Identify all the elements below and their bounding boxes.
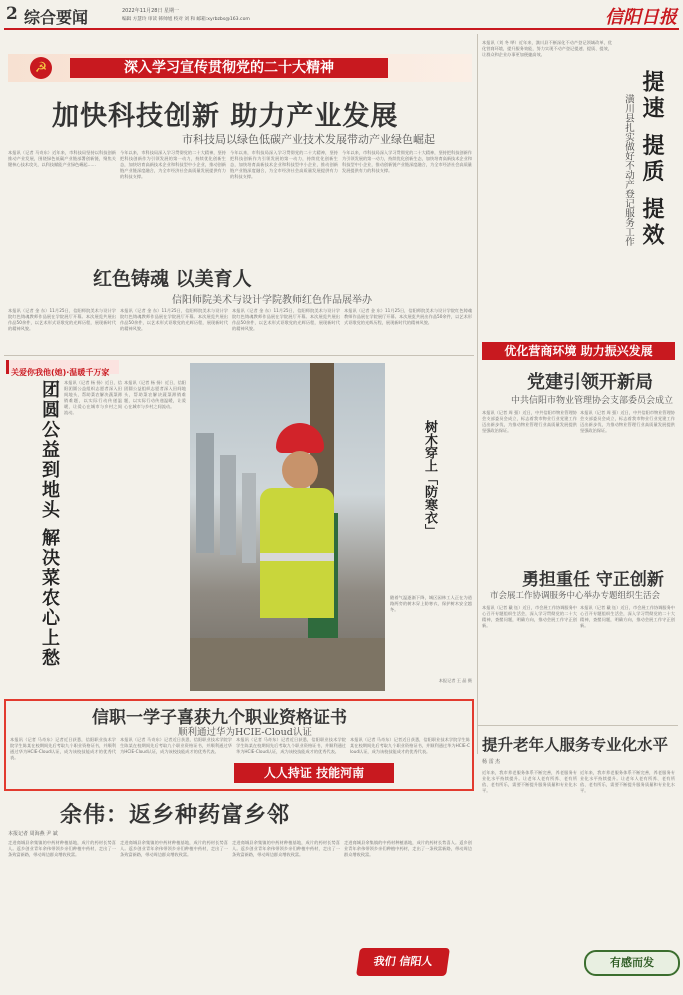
feature-col-3: 本报讯（记者 马奇东）记者近日获悉，信阳职业技术学院学生陈某在校期间先后考取九个职业资格证书，并顺利通过华为HCIE-Cloud认证，成为该校技能成才的优秀代表。 bbox=[236, 737, 346, 755]
header-rule bbox=[4, 28, 679, 30]
party-emblem-icon: ☭ bbox=[30, 57, 52, 79]
art-col-3: 本报讯（记者 金 东）11月25日，信阳师院美术与设计学院红色铸魂教师作品展在学院展厅开幕。本次展览共展出作品50余件，以艺术形式讴歌党的光辉历程，展现新时代的精神风貌。 bbox=[232, 308, 340, 332]
section-divider bbox=[4, 355, 474, 356]
elderly-col-1: 近年来，我市养老服务体系不断完善，养老服务专业化水平持续提升。让老年人老有所养、老有所依、老有所乐，需要不断提升服务质量和专业化水平。 bbox=[482, 770, 577, 794]
section-title: 综合要闻 bbox=[24, 8, 89, 27]
county-vertical-subtitle: 潢川县扎实做好不动产登记服务工作 bbox=[623, 94, 634, 246]
party-col-1: 本报讯（记者 周 强）近日，中共信阳市物业管理协会支部委员会成立，标志着我市物业行业党建工作迈出新步伐，为推动物业管理行业高质量发展提供坚强政治保证。 bbox=[482, 410, 577, 434]
party-col-2: 本报讯（记者 周 强）近日，中共信阳市物业管理协会支部委员会成立，标志着我市物业行业党建工作迈出新步伐，为推动物业管理行业高质量发展提供坚强政治保证。 bbox=[580, 410, 675, 434]
caring-tag-label: 关爱你我他(她)·温暖千万家 bbox=[11, 368, 110, 377]
page-number: 2 bbox=[6, 4, 18, 24]
elderly-col-2: 近年来，我市养老服务体系不断完善，养老服务专业化水平持续提升。让老年人老有所养、老有所依、老有所乐，需要不断提升服务质量和专业化水平。 bbox=[580, 770, 675, 794]
editor-line: 编辑 方慧玲 审读 韩帅旭 校对 刘 和 邮箱:xyrbzbs@163.com bbox=[122, 17, 250, 22]
logo-feelings bbox=[584, 950, 680, 976]
party-headline: 党建引领开新局 bbox=[527, 372, 653, 393]
skills-badge: 人人持证 技能河南 bbox=[234, 763, 394, 783]
theme-banner bbox=[8, 54, 472, 82]
county-vertical-title: 提速 提质 提效 bbox=[639, 70, 665, 250]
section-divider bbox=[478, 725, 678, 726]
building-3 bbox=[242, 473, 256, 563]
art-col-1: 本报讯（记者 金 东）11月25日，信阳师院美术与设计学院红色铸魂教师作品展在学院展厅开幕。本次展览共展出作品50余件，以艺术形式讴歌党的光辉历程，展现新时代的精神风貌。 bbox=[8, 308, 116, 332]
courage-subhead: 市会展工作协调服务中心举办专题组织生活会 bbox=[490, 591, 661, 601]
elderly-headline: 提升老年人服务专业化水平 bbox=[482, 735, 669, 754]
courage-col-2: 本报讯（记者 戴 钰）近日，市会展工作协调服务中心召开专题组织生活会，深入学习贯彻党的二十大精神，查摆问题，明确方向，推动会展工作守正创新。 bbox=[580, 605, 675, 629]
business-bar: 优化营商环境 助力振兴发展 bbox=[482, 342, 675, 360]
yu-headline: 余伟：返乡种药富乡邻 bbox=[60, 802, 291, 828]
tech-headline: 加快科技创新 助力产业发展 bbox=[52, 101, 399, 132]
courage-col-1: 本报讯（记者 戴 钰）近日，市会展工作协调服务中心召开专题组织生活会，深入学习贯彻党的二十大精神，查摆问题，明确方向，推动会展工作守正创新。 bbox=[482, 605, 577, 629]
yu-col-1: 走进商城县余集镇的中药材种植基地，成片的药材长势喜人。返乡创业青年余伟带领乡亲们种植中药材，走出了一条致富新路，带动周边群众增收致富。 bbox=[8, 840, 116, 858]
photo-caption: 随着气温逐渐下降，城区园林工人正在为道路两旁的树木穿上防寒衣，保护树木安全越冬。 bbox=[390, 595, 472, 613]
tech-col-1: 本报讯（记者 马奇东）近年来，市科技局坚持以科技创新推动产业发展，围绕绿色低碳产业链部署创新链，聚焦关键核心技术攻关，以科技赋能产业绿色崛起…… bbox=[8, 150, 116, 168]
logo-our-xinyang bbox=[356, 948, 450, 976]
date-line: 2022年11月28日 星期一 bbox=[122, 8, 180, 14]
feature-subhead: 顺利通过华为HCIE-Cloud认证 bbox=[178, 727, 312, 738]
worker-head bbox=[282, 451, 318, 489]
feature-col-1: 本报讯（记者 马奇东）记者近日获悉，信阳职业技术学院学生陈某在校期间先后考取九个职业资格证书，并顺利通过华为HCIE-Cloud认证，成为该校技能成才的优秀代表。 bbox=[10, 737, 116, 761]
feature-box[interactable] bbox=[4, 699, 474, 791]
column-divider bbox=[477, 34, 478, 754]
county-col-1: 本报讯（刘 冬 哗）近年来，潢川县不断深化不动产登记领域改革，优化营商环境，提升服务效能，努力实现不动产登记提速、提质、提效，让群众和企业办事更加便捷高效。 bbox=[482, 40, 612, 58]
yu-col-3: 走进商城县余集镇的中药材种植基地，成片的药材长势喜人。返乡创业青年余伟带领乡亲们种植中药材，走出了一条致富新路，带动周边群众增收致富。 bbox=[232, 840, 340, 858]
photo-vertical-title: 树木穿上「防寒衣」 bbox=[422, 420, 437, 537]
building-2 bbox=[220, 455, 236, 555]
logo-our-xinyang-text: 我们 信阳人 bbox=[372, 955, 434, 968]
caring-vertical-title: 团圆公益到地头 解决菜农心上愁 bbox=[39, 380, 60, 669]
elderly-author: 杨 雷 杰 bbox=[482, 759, 501, 765]
party-subhead: 中共信阳市物业管理协会支部委员会成立 bbox=[511, 396, 674, 406]
art-subhead: 信阳师院美术与设计学院教师红色作品展举办 bbox=[172, 295, 372, 306]
caring-tag bbox=[6, 360, 119, 377]
logo-feelings-text: 有感而发 bbox=[610, 956, 654, 969]
yu-col-2: 走进商城县余集镇的中药材种植基地，成片的药材长势喜人。返乡创业青年余伟带领乡亲们种植中药材，走出了一条致富新路，带动周边群众增收致富。 bbox=[120, 840, 228, 858]
planter bbox=[190, 638, 385, 691]
feature-col-4: 本报讯（记者 马奇东）记者近日获悉，信阳职业技术学院学生陈某在校期间先后考取九个职业资格证书，并顺利通过华为HCIE-Cloud认证，成为该校技能成才的优秀代表。 bbox=[350, 737, 470, 755]
theme-banner-label: 深入学习宣传贯彻党的二十大精神 bbox=[70, 58, 388, 78]
courage-headline: 勇担重任 守正创新 bbox=[522, 570, 664, 590]
yu-byline: 本报记者 周海燕 尹 斌 bbox=[8, 831, 58, 837]
feature-col-2: 本报讯（记者 马奇东）记者近日获悉，信阳职业技术学院学生陈某在校期间先后考取九个职业资格证书，并顺利通过华为HCIE-Cloud认证，成为该校技能成才的优秀代表。 bbox=[120, 737, 232, 755]
masthead-logo: 信阳日报 bbox=[605, 7, 677, 28]
art-col-4: 本报讯（记者 金 东）11月25日，信阳师院美术与设计学院红色铸魂教师作品展在学院展厅开幕。本次展览共展出作品50余件，以艺术形式讴歌党的光辉历程，展现新时代的精神风貌。 bbox=[344, 308, 472, 326]
art-headline: 红色铸魂 以美育人 bbox=[93, 268, 252, 290]
caring-col-2: 本报讯（记者 杨 扬）近日，信阳团圆公益组织志愿者深入田间地头，帮助菜农解决蔬菜滞销难题，以实际行动传递温暖，让爱心在城市与乡村之间流动。 bbox=[124, 380, 186, 410]
tree-photo bbox=[190, 363, 385, 691]
feature-headline: 信职一学子喜获九个职业资格证书 bbox=[92, 708, 347, 728]
tech-col-4: 今年以来，市科技局深入学习贯彻党的二十大精神，坚持把科技创新作为引领发展的第一动力，持续优化创新生态，加快培育高新技术企业和科技型中小企业，推动创新链产业链深度融合，为全市经济社会高质量发展提供有力的科技支撑。 bbox=[342, 150, 472, 174]
art-col-2: 本报讯（记者 金 东）11月25日，信阳师院美术与设计学院红色铸魂教师作品展在学院展厅开幕。本次展览共展出作品50余件，以艺术形式讴歌党的光辉历程，展现新时代的精神风貌。 bbox=[120, 308, 228, 332]
yu-col-4: 走进商城县余集镇的中药材种植基地，成片的药材长势喜人。返乡创业青年余伟带领乡亲们种植中药材，走出了一条致富新路，带动周边群众增收致富。 bbox=[344, 840, 472, 858]
vest-stripe bbox=[260, 553, 334, 561]
building-1 bbox=[196, 433, 214, 553]
tech-subhead: 市科技局以绿色低碳产业技术发展带动产业绿色崛起 bbox=[182, 133, 435, 146]
photo-credit: 本报记者 王 晶 摄 bbox=[438, 678, 472, 683]
tech-col-2: 今年以来，市科技局深入学习贯彻党的二十大精神，坚持把科技创新作为引领发展的第一动力，持续优化创新生态，加快培育高新技术企业和科技型中小企业，推动创新链产业链深度融合，为全市经济社会高质量发展提供有力的科技支撑。 bbox=[120, 150, 226, 180]
tech-col-3: 今年以来，市科技局深入学习贯彻党的二十大精神，坚持把科技创新作为引领发展的第一动力，持续优化创新生态，加快培育高新技术企业和科技型中小企业，推动创新链产业链深度融合，为全市经济社会高质量发展提供有力的科技支撑。 bbox=[230, 150, 338, 180]
caring-col-1: 本报讯（记者 杨 扬）近日，信阳团圆公益组织志愿者深入田间地头，帮助菜农解决蔬菜滞销难题，以实际行动传递温暖，让爱心在城市与乡村之间流动。 bbox=[64, 380, 122, 416]
